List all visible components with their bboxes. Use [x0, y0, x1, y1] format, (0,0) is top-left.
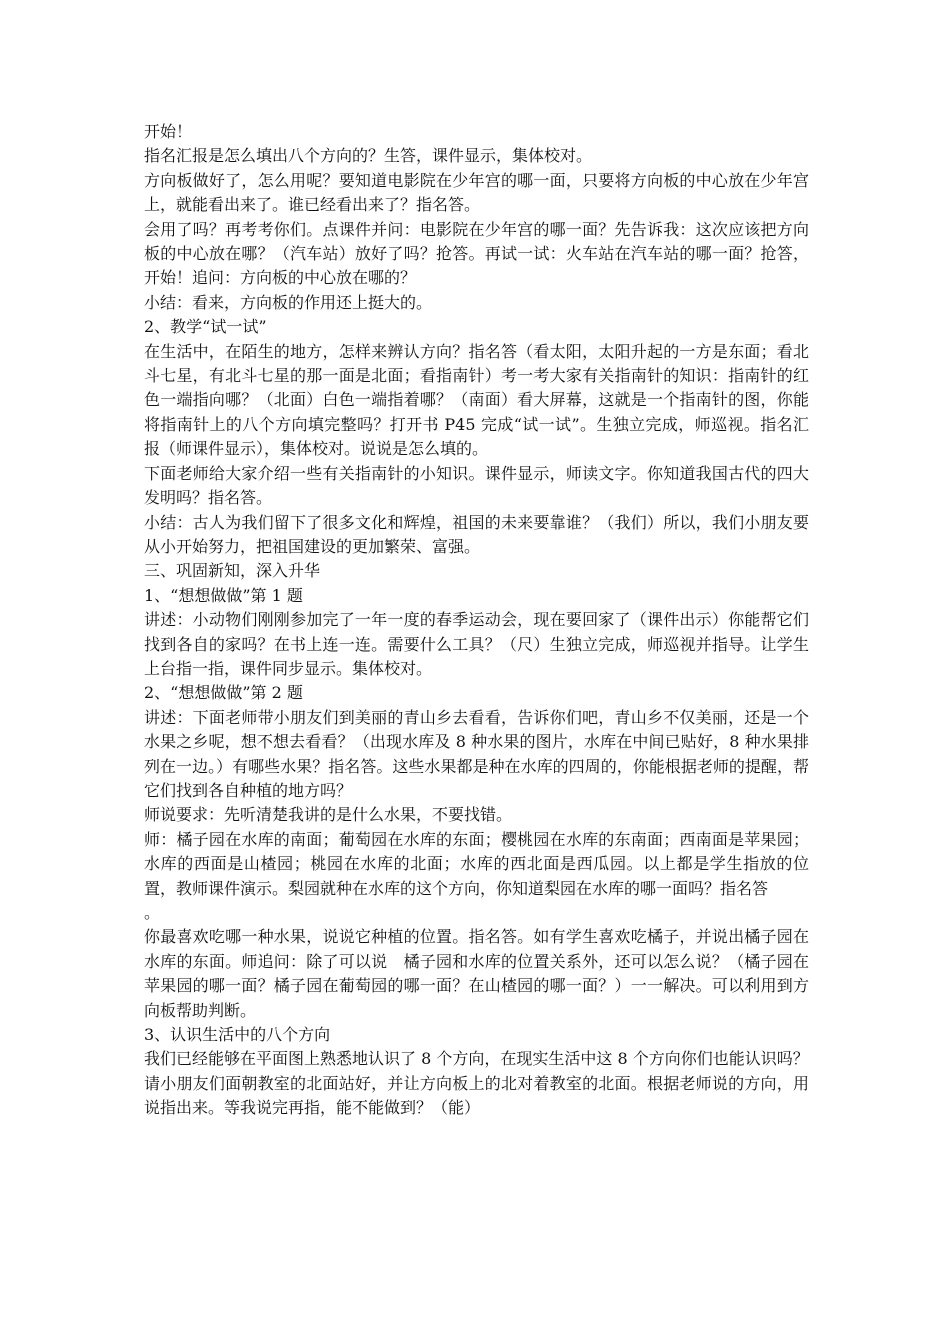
paragraph-orchards: 师：橘子园在水库的南面；葡萄园在水库的东面；樱桃园在水库的东南面；西南面是苹果园；水库的西面是山楂园；桃园在水库的北面；水库的西北面是西瓜园。以上都是学生指放的位置，教师课件演示。梨园就种在水库的这个方向，你知道梨园在水库的哪一面吗？指名答 [144, 829, 809, 898]
paragraph-summary-1: 小结：看来，方向板的作用还上挺大的。 [144, 292, 433, 312]
paragraph-start: 开始！ [144, 122, 193, 141]
paragraph-inventions: 下面老师给大家介绍一些有关指南针的小知识。课件显示，师读文字。你知道我国古代的四大发明吗？指名答。 [144, 463, 809, 508]
heading-try-it: 2、教学“试一试” [144, 317, 267, 337]
paragraph-compass: 在生活中，在陌生的地方，怎样来辨认方向？指名答（看太阳，太阳升起的一方是东面；看北斗七星，有北斗七星的那一面是北面；看指南针）考一考大家有关指南针的知识：指南针的红色一端指向哪？（北面）白色一端指着哪？（南面）看大屏幕，这就是一个指南针的图，你能将指南针上的八个方向填完整吗？打开书 P45 完成“试一试”。生独立完成，师巡视。指名汇报（师课件显示），集体校对。说说是怎么填的。 [144, 341, 809, 459]
heading-consolidate: 三、巩固新知，深入升华 [144, 561, 321, 581]
paragraph-animals: 讲述：小动物们刚刚参加完了一年一度的春季运动会，现在要回家了（课件出示）你能帮它们找到各自的家吗？在书上连一连。需要什么工具？（尺）生独立完成，师巡视并指导。让学生上台指一指，课件同步显示。集体校对。 [144, 610, 809, 678]
paragraph-requirement: 师说要求：先听清楚我讲的是什么水果，不要找错。 [144, 805, 513, 825]
paragraph-test: 会用了吗？再考考你们。点课件并问：电影院在少年宫的哪一面？先告诉我：这次应该把方向板的中心放在哪？（汽车站）放好了吗？抢答。再试一试：火车站在汽车站的哪一面？抢答，开始！追问：方向板的中心放在哪的？ [144, 219, 809, 288]
heading-exercise-1: 1、“想想做做”第 1 题 [144, 585, 303, 605]
paragraph-favorite-fruit: 你最喜欢吃哪一种水果，说说它种植的位置。指名答。如有学生喜欢吃橘子，并说出橘子园在水库的东面。师追问：除了可以说 橘子园和水库的位置关系外，还可以怎么说？（橘子园在苹果园的哪一面？橘子园在葡萄园的哪一面？在山楂园的哪一面？）一一解决。可以利用到方向板帮助判断。 [144, 927, 809, 1020]
heading-eight-directions: 3、认识生活中的八个方向 [144, 1025, 331, 1045]
paragraph-direction-board: 方向板做好了，怎么用呢？要知道电影院在少年宫的哪一面，只要将方向板的中心放在少年宫上，就能看出来了。谁已经看出来了？指名答。 [144, 170, 809, 215]
paragraph-period: 。 [144, 903, 161, 922]
paragraph-fruit-village: 讲述：下面老师带小朋友们到美丽的青山乡去看看，告诉你们吧，青山乡不仅美丽，还是一个水果之乡呢，想不想去看看？（出现水库及 8 种水果的图片，水库在中间已贴好，8 种水果排列在一边。）有哪些水果？指名答。这些水果都是种在水库的四周的，你能根据老师的提醒，帮它们找到各自种植的地方吗？ [144, 707, 809, 800]
paragraph-recognize: 我们已经能够在平面图上熟悉地认识了 8 个方向，在现实生活中这 8 个方向你们也能认识吗？ [144, 1049, 809, 1069]
paragraph-face-north: 请小朋友们面朝教室的北面站好，并让方向板上的北对着教室的北面。根据老师说的方向，用说指出来。等我说完再指，能不能做到？（能） [144, 1073, 809, 1118]
paragraph-report: 指名汇报是怎么填出八个方向的？生答，课件显示，集体校对。 [144, 146, 593, 166]
paragraph-summary-2: 小结：古人为我们留下了很多文化和辉煌，祖国的未来要靠谁？（我们）所以，我们小朋友要从小开始努力，把祖国建设的更加繁荣、富强。 [144, 512, 809, 556]
document-page [144, 120, 809, 1121]
heading-exercise-2: 2、“想想做做”第 2 题 [144, 683, 303, 703]
